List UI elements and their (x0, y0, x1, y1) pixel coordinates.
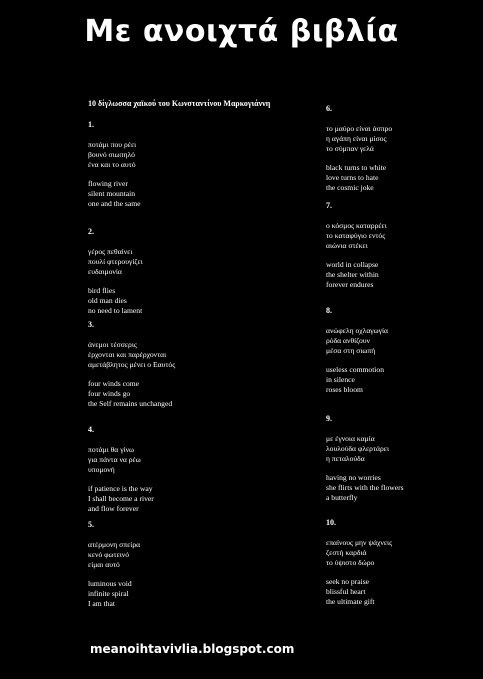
greek-line: βουνό σιωπηλό (88, 150, 135, 159)
english-stanza (326, 577, 476, 607)
english-line: the cosmic joke (326, 183, 374, 192)
greek-line: ποτάμι θα γίνω (88, 445, 135, 454)
english-line: blissful heart (326, 587, 366, 596)
greek-stanza (326, 326, 476, 356)
english-stanza (88, 484, 298, 514)
poem (88, 425, 298, 523)
poem-number: 8. (326, 306, 332, 315)
greek-line: το μαύρο είναι άσπρο (326, 124, 393, 133)
greek-stanza (88, 540, 298, 570)
english-line: I shall become a river (88, 494, 154, 503)
poem (88, 520, 298, 618)
greek-line: ατέρμονη σπείρα (88, 540, 141, 549)
greek-line: ο κόσμος καταρρέει (326, 221, 387, 230)
english-line: in silence (326, 375, 355, 384)
greek-line: το σύμπαν γελά (326, 144, 374, 153)
english-stanza (326, 365, 476, 395)
english-line: the shelter within (326, 270, 379, 279)
english-line: no need to lament (88, 306, 143, 315)
english-stanza (88, 379, 298, 409)
english-stanza (88, 579, 298, 609)
english-line: luminous void (88, 579, 132, 588)
greek-line: ένα και το αυτό (88, 160, 136, 169)
english-line: having no worries (326, 473, 381, 482)
greek-line: επαίνους μην ψάχνεις (326, 538, 393, 547)
greek-line: ευδαιμονία (88, 267, 122, 276)
english-line: world in collapse (326, 260, 379, 269)
english-line: I am that (88, 599, 115, 608)
greek-line: μέσα στη σιωπή (326, 346, 376, 355)
english-line: love turns to hate (326, 173, 379, 182)
poem-number: 2. (88, 227, 94, 236)
poem-number: 6. (326, 104, 332, 113)
english-line: black turns to white (326, 163, 387, 172)
greek-line: πουλί φτερουγίζει (88, 257, 143, 266)
english-stanza (326, 473, 476, 503)
greek-line: λουλούδα φλερτάρει (326, 444, 390, 453)
greek-stanza (326, 434, 476, 464)
greek-line: ποτάμι που ρέει (88, 140, 137, 149)
poem-number: 9. (326, 414, 332, 423)
english-line: the Self remains unchanged (88, 399, 173, 408)
english-line: one and the same (88, 199, 141, 208)
poem (88, 227, 298, 325)
poem (326, 414, 476, 512)
english-stanza (88, 179, 298, 209)
english-line: a butterfly (326, 493, 358, 502)
greek-stanza (88, 140, 298, 170)
greek-line: ρόδα ανθίζουν (326, 336, 370, 345)
poem (88, 320, 298, 418)
english-line: and flow forever (88, 504, 139, 513)
poem-number: 5. (88, 520, 94, 529)
collection-heading: 10 δίγλωσσα χαϊκού του Κωνσταντίνου Μαρκογιάννη (88, 99, 271, 108)
greek-line: το καταφύγιο εντός (326, 231, 386, 240)
greek-line: έρχονται και παρέρχονται (88, 350, 167, 359)
greek-line: είμαι αυτό (88, 560, 120, 569)
poem-number: 7. (326, 201, 332, 210)
english-line: roses bloom (326, 385, 363, 394)
english-line: if patience is the way (88, 484, 153, 493)
greek-line: υπομονή (88, 465, 115, 474)
greek-stanza (88, 247, 298, 277)
english-line: useless commotion (326, 365, 385, 374)
poem-number: 10. (326, 518, 336, 527)
english-line: old man dies (88, 296, 127, 305)
english-stanza (326, 260, 476, 290)
poem-number: 1. (88, 120, 94, 129)
page-title: Με ανοιχτά βιβλία (84, 14, 399, 49)
greek-stanza (326, 124, 476, 154)
greek-stanza (88, 445, 298, 475)
greek-line: με έγνοια καμία (326, 434, 375, 443)
poem (326, 104, 476, 202)
english-stanza (326, 163, 476, 193)
english-line: silent mountain (88, 189, 136, 198)
english-line: bird flies (88, 286, 116, 295)
greek-line: αμετάβλητος μένει ο Εαυτός (88, 360, 176, 369)
greek-line: το ύψιστο δώρο (326, 558, 375, 567)
greek-line: ζεστή καρδιά (326, 548, 367, 557)
english-stanza (88, 286, 298, 316)
greek-line: ανώφελη οχλαγωγία (326, 326, 389, 335)
blog-url: meanoihtavivlia.blogspot.com (90, 642, 295, 656)
poem-number: 4. (88, 425, 94, 434)
english-line: four winds go (88, 389, 131, 398)
english-line: forever endures (326, 280, 374, 289)
english-line: she flirts with the flowers (326, 483, 404, 492)
poem (326, 306, 476, 404)
greek-stanza (88, 340, 298, 370)
greek-line: κενό φωτεινό (88, 550, 130, 559)
poem (326, 518, 476, 616)
greek-line: η πεταλούδα (326, 454, 365, 463)
english-line: seek no praise (326, 577, 370, 586)
poem (88, 120, 298, 218)
greek-stanza (326, 538, 476, 568)
greek-stanza (326, 221, 476, 251)
english-line: flowing river (88, 179, 128, 188)
poem-number: 3. (88, 320, 94, 329)
poem (326, 201, 476, 299)
greek-line: για πάντα να ρέω (88, 455, 141, 464)
greek-line: αιώνια στέκει (326, 241, 368, 250)
english-line: the ultimate gift (326, 597, 375, 606)
greek-line: άνεμοι τέσσερις (88, 340, 137, 349)
english-line: four winds come (88, 379, 140, 388)
greek-line: γέρος πεθαίνει (88, 247, 133, 256)
english-line: infinite spiral (88, 589, 129, 598)
greek-line: η αγάπη είναι μίσος (326, 134, 387, 143)
